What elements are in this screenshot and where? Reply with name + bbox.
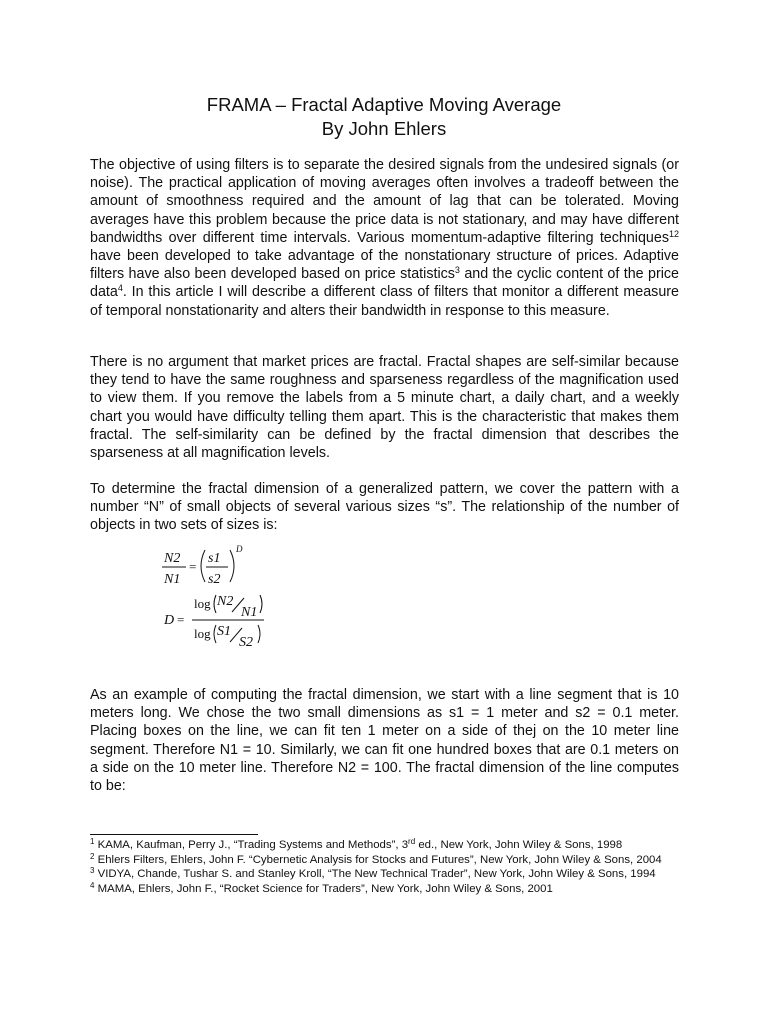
paragraph-fractal: There is no argument that market prices are fractal. Fractal shapes are self-similar because they tend to have the same roughness and sparseness regardless of the magnification used to view them. If you remove the labels from a 5 minute chart, a daily chart, and a weekly chart you would have difficulty telling them apart. This is the characteristic that makes them fractal. The self-similarity can be defined by the fractal dimension that describes the sparseness at all magnification levels. bbox=[90, 354, 679, 462]
equations-svg bbox=[160, 544, 320, 654]
paragraph-objective bbox=[90, 156, 679, 320]
eq2-lhs: D bbox=[164, 613, 175, 628]
eq1-equals: = bbox=[189, 559, 197, 574]
footnote-2-number: 2 bbox=[90, 851, 95, 861]
title-line-1: FRAMA – Fractal Adaptive Moving Average bbox=[206, 94, 562, 115]
citation-12: 12 bbox=[668, 228, 679, 239]
footnote-4-text: MAMA, Ehlers, John F., “Rocket Science for Traders”, New York, John Wiley & Sons, 2001 bbox=[97, 882, 553, 895]
p1-text-b: have been developed to take advantage of the nonstationary structure of prices. Adaptive filters have also been developed based on price statistics bbox=[90, 248, 679, 283]
eq2-bottom-numerator: S1 bbox=[217, 624, 231, 639]
footnote-4-number: 4 bbox=[90, 880, 95, 890]
eq1-numerator: N2 bbox=[164, 551, 181, 566]
citation-4: 4 bbox=[117, 283, 123, 294]
p1-text-c: and the cyclic content of the price data bbox=[90, 266, 679, 301]
footnote-1-number: 1 bbox=[90, 837, 95, 846]
footnote-1-superscript: rd bbox=[408, 837, 416, 846]
footnote-3-text: VIDYA, Chande, Tushar S. and Stanley Kroll, “The New Technical Trader”, New York, John Wiley & Sons, 1994 bbox=[97, 868, 656, 881]
paragraph-example: As an example of computing the fractal dimension, we start with a line segment that is 10 meters long. We chose the two small dimensions as s1 = 1 meter and s2 = 0.1 meter. Placing boxes on the line, we can fit ten 1 meter on a side of thej on the 10 meter line segment. Therefore N1 = 10. Similarly, we can fit one hundred boxes that are 0.1 meters on a side on the 10 meter line. Therefore N2 = 100. The fractal dimension of the line computes to be: bbox=[90, 687, 679, 795]
equation-dimension bbox=[163, 594, 264, 650]
eq2-top-denominator: N1 bbox=[241, 605, 258, 620]
eq2-bottom-right-paren bbox=[258, 625, 260, 643]
eq1-left-paren bbox=[201, 550, 205, 582]
eq1-denominator: N1 bbox=[164, 572, 181, 587]
equations-block bbox=[160, 544, 320, 654]
title-line-2: By John Ehlers bbox=[321, 118, 447, 139]
page-title bbox=[0, 93, 768, 141]
eq2-log-bottom: log bbox=[194, 626, 211, 641]
eq2-top-right-paren bbox=[260, 595, 262, 613]
eq2-bottom-denominator: S2 bbox=[239, 635, 253, 650]
footnote-2 bbox=[90, 853, 730, 868]
equation-ratio bbox=[162, 544, 243, 587]
footnote-2-text: Ehlers Filters, Ehlers, John F. “Cybernetic Analysis for Stocks and Futures”, New York, John Wiley & Sons, 2004 bbox=[97, 853, 662, 866]
eq1-right-paren bbox=[230, 550, 234, 582]
eq2-top-numerator: N2 bbox=[217, 594, 234, 609]
footnote-3-number: 3 bbox=[90, 866, 95, 876]
footnotes bbox=[90, 838, 730, 896]
p1-text-d: . In this article I will describe a different class of filters that monitor a different measure of temporal nonstationarity and alters their bandwidth in response to this measure. bbox=[90, 284, 679, 319]
eq2-bottom-left-paren bbox=[214, 625, 216, 643]
paragraph-dimension: To determine the fractal dimension of a generalized pattern, we cover the pattern with a number “N” of small objects of several various sizes “s”. The relationship of the number of objects in two sets of sizes is: bbox=[90, 481, 679, 534]
eq1-inner-numerator: s1 bbox=[208, 551, 221, 566]
eq2-equals: = bbox=[177, 612, 185, 627]
footnote-1 bbox=[90, 838, 730, 853]
footnote-separator bbox=[90, 834, 258, 835]
footnote-4 bbox=[90, 882, 730, 897]
footnote-3 bbox=[90, 867, 730, 882]
eq2-log-top: log bbox=[194, 596, 211, 611]
p1-text-a: The objective of using filters is to separate the desired signals from the undesired signals (or noise). The practical application of moving averages often involves a tradeoff between the amount of smoothness required and the amount of lag that can be tolerated. Moving averages have this problem because the price data is not stationary, and may have different bandwidths over different time intervals. Various momentum-adaptive filtering techniques bbox=[90, 157, 679, 246]
eq1-exponent: D bbox=[236, 544, 243, 554]
eq1-inner-denominator: s2 bbox=[208, 572, 221, 587]
citation-3: 3 bbox=[454, 265, 460, 276]
eq2-top-left-paren bbox=[214, 595, 216, 613]
footnote-1-text-a: KAMA, Kaufman, Perry J., “Trading Systems and Methods”, 3 bbox=[97, 839, 409, 851]
footnote-1-text-b: ed., New York, John Wiley & Sons, 1998 bbox=[415, 839, 623, 851]
